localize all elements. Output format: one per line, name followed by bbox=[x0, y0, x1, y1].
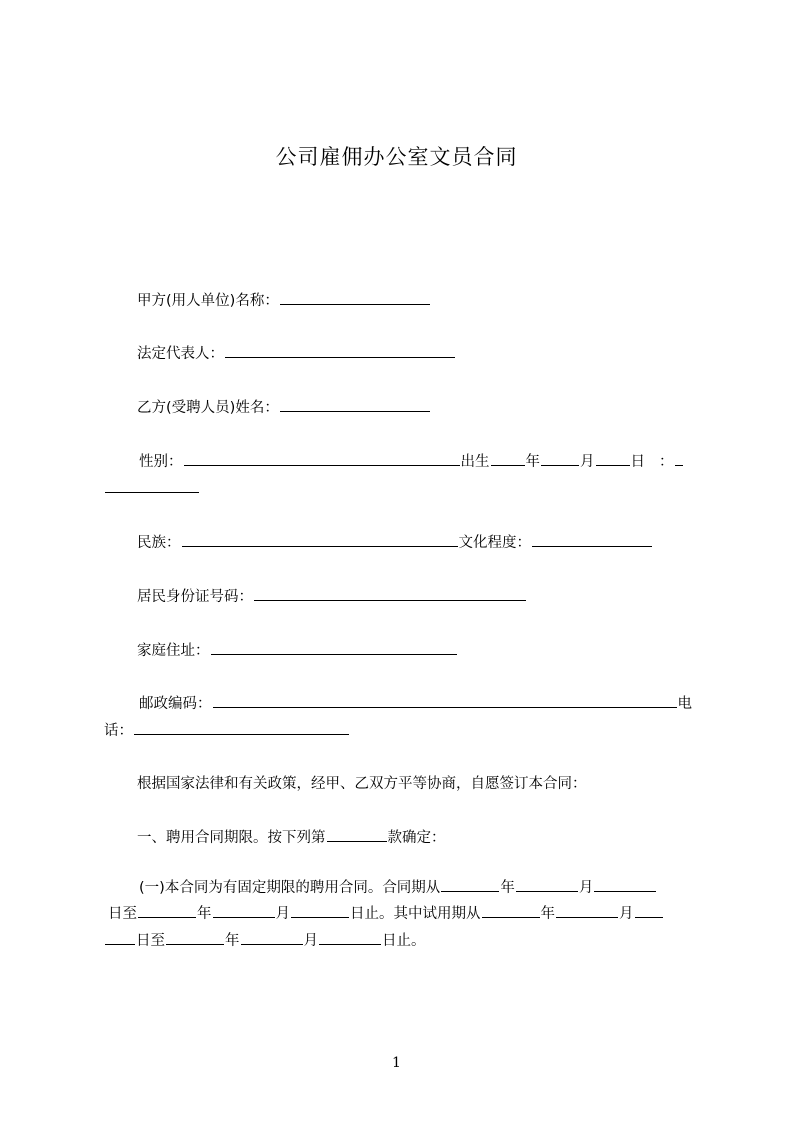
party-a-blank bbox=[280, 291, 430, 305]
page-number: 1 bbox=[392, 1055, 401, 1071]
clause-1-end-text: 日止。其中试用期从 bbox=[350, 906, 481, 922]
party-a-label: 甲方(用人单位)名称： bbox=[137, 293, 279, 309]
clause-1-end-month-blank bbox=[213, 904, 275, 918]
id-number-label: 居民身份证号码： bbox=[137, 589, 253, 605]
postcode-label: 邮政编码： bbox=[139, 696, 212, 712]
birth-day-blank bbox=[596, 452, 630, 466]
postcode-blank bbox=[213, 694, 677, 708]
postcode-line bbox=[139, 694, 692, 714]
legal-rep-blank bbox=[225, 344, 455, 358]
phone-line bbox=[104, 721, 350, 741]
clause-1-trial-day-blank bbox=[635, 904, 663, 918]
page-title: 公司雇佣办公室文员合同 bbox=[275, 145, 518, 169]
birth-year-label: 年 bbox=[525, 454, 540, 470]
clause-1-to-label: 日至 bbox=[108, 906, 137, 922]
clause-1-trial-year-blank bbox=[482, 904, 540, 918]
clause-1-trial-month-blank bbox=[556, 904, 618, 918]
clause-1-trial-to-label: 日至 bbox=[136, 933, 165, 949]
clause-1-trial-end-year-blank bbox=[166, 931, 224, 945]
birth-year-blank bbox=[491, 452, 525, 466]
section-1-heading bbox=[137, 828, 446, 848]
education-blank bbox=[532, 533, 652, 547]
ethnicity-blank bbox=[182, 533, 458, 547]
clause-1-text: (一)本合同为有固定期限的聘用合同。合同期从 bbox=[139, 880, 441, 896]
clause-1-line-3 bbox=[104, 931, 426, 951]
intro-paragraph: 根据国家法律和有关政策，经甲、乙双方平等协商，自愿签订本合同： bbox=[137, 776, 587, 792]
ethnicity-education-line bbox=[137, 533, 653, 553]
clause-1-year-label: 年 bbox=[500, 880, 515, 896]
clause-1-line-1 bbox=[139, 878, 657, 898]
birth-month-label: 月 bbox=[580, 454, 595, 470]
clause-1-month-label: 月 bbox=[578, 880, 594, 896]
gender-birth-line bbox=[139, 452, 684, 472]
birth-extra-blank bbox=[675, 452, 683, 466]
clause-1-trial-year-label: 年 bbox=[540, 906, 555, 922]
clause-1-end-year-blank bbox=[138, 904, 196, 918]
clause-1-trial-end-year-label: 年 bbox=[225, 933, 240, 949]
section-1-prefix: 一、聘用合同期限。按下列第 bbox=[137, 830, 326, 846]
id-number-line bbox=[137, 587, 527, 607]
birth-extra-blank-2 bbox=[105, 479, 199, 493]
birth-day-label: 日 bbox=[630, 454, 645, 470]
party-b-label: 乙方(受聘人员)姓名： bbox=[137, 400, 279, 416]
party-a-line bbox=[137, 291, 431, 311]
legal-rep-line bbox=[137, 344, 456, 364]
section-1-blank bbox=[327, 828, 387, 842]
ethnicity-label: 民族： bbox=[137, 535, 181, 551]
clause-1-trial-end-day-blank bbox=[319, 931, 381, 945]
section-1-suffix: 款确定： bbox=[387, 830, 446, 846]
education-label: 文化程度： bbox=[458, 535, 531, 551]
gender-blank bbox=[184, 452, 460, 466]
clause-1-trial-end-month-label: 月 bbox=[303, 933, 318, 949]
clause-1-end-day-blank bbox=[291, 904, 349, 918]
id-number-blank bbox=[254, 587, 526, 601]
clause-1-trial-end-month-blank bbox=[241, 931, 303, 945]
gender-label: 性别： bbox=[139, 454, 183, 470]
clause-1-start-month-blank bbox=[516, 878, 578, 892]
birth-label: 出生 bbox=[460, 454, 490, 470]
clause-1-start-year-blank bbox=[441, 878, 499, 892]
address-label: 家庭住址： bbox=[137, 643, 210, 659]
clause-1-start-day-blank bbox=[594, 878, 656, 892]
address-blank bbox=[211, 641, 457, 655]
phone-label-part2: 话： bbox=[104, 723, 133, 739]
legal-rep-label: 法定代表人： bbox=[137, 346, 224, 362]
clause-1-trial-day-blank-2 bbox=[105, 931, 135, 945]
clause-1-trial-end-text: 日止。 bbox=[382, 933, 426, 949]
phone-label-part1: 电 bbox=[677, 696, 692, 712]
address-line bbox=[137, 641, 458, 661]
clause-1-end-year-label: 年 bbox=[197, 906, 212, 922]
clause-1-trial-month-label: 月 bbox=[619, 906, 634, 922]
gender-birth-continuation bbox=[104, 479, 200, 499]
phone-blank bbox=[134, 721, 349, 735]
clause-1-end-month-label: 月 bbox=[275, 906, 290, 922]
party-b-blank bbox=[280, 398, 430, 412]
birth-month-blank bbox=[541, 452, 579, 466]
birth-colon: ： bbox=[659, 454, 674, 470]
clause-1-line-2 bbox=[108, 904, 664, 924]
party-b-line bbox=[137, 398, 431, 418]
